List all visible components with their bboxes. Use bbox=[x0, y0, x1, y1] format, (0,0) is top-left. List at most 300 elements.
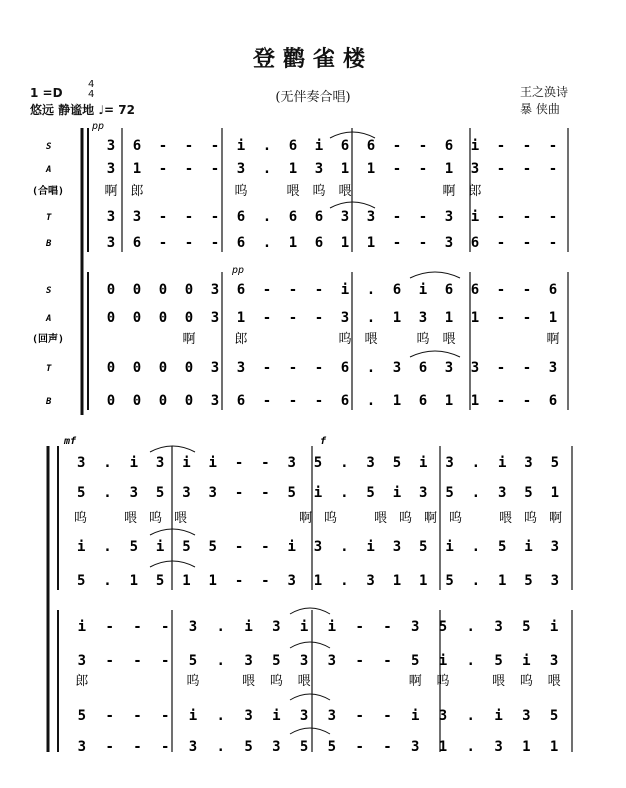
sustain-dash: - bbox=[210, 235, 220, 251]
note: 1 bbox=[438, 739, 448, 755]
sustain-dash: - bbox=[262, 310, 272, 326]
sustain-dash: - bbox=[496, 310, 506, 326]
note: . bbox=[466, 619, 475, 635]
note: 1 bbox=[470, 393, 480, 409]
note: 6 bbox=[340, 393, 350, 409]
note: 3 bbox=[129, 485, 139, 501]
note: 1 bbox=[522, 739, 531, 755]
note: 3 bbox=[494, 739, 503, 755]
note: 3 bbox=[76, 455, 86, 471]
lyric-syllable: 喂 bbox=[492, 674, 506, 689]
note: 1 bbox=[392, 393, 402, 409]
note: 3 bbox=[188, 619, 198, 635]
lyric-syllable: 啊 bbox=[104, 184, 118, 199]
sustain-dash: - bbox=[496, 360, 506, 376]
note: 1 bbox=[392, 573, 402, 589]
sustain-dash: - bbox=[210, 138, 220, 154]
lyric-syllable: 喂 bbox=[547, 674, 561, 689]
note: 5 bbox=[287, 485, 296, 501]
sustain-dash: - bbox=[234, 455, 244, 471]
sustain-dash: - bbox=[418, 235, 428, 251]
lyric-syllable: 郎 bbox=[468, 184, 482, 199]
lyric-syllable: 喂 bbox=[442, 332, 456, 347]
sustain-dash: - bbox=[261, 539, 270, 555]
note: 3 bbox=[208, 485, 217, 501]
note: 5 bbox=[313, 455, 323, 471]
lyric-syllable: 郎 bbox=[234, 332, 248, 347]
dynamic-f: f bbox=[320, 436, 327, 447]
note: . bbox=[103, 485, 112, 501]
sustain-dash: - bbox=[262, 360, 272, 376]
note: 5 bbox=[411, 653, 420, 669]
sustain-dash: - bbox=[288, 393, 298, 409]
sustain-dash: - bbox=[133, 619, 142, 635]
note: 5 bbox=[524, 485, 533, 501]
sustain-dash: - bbox=[314, 282, 324, 298]
sustain-dash: - bbox=[210, 161, 220, 177]
note: 3 bbox=[299, 708, 309, 724]
lyric-syllable: 喂 bbox=[173, 511, 188, 526]
note: i bbox=[522, 653, 531, 669]
note: i bbox=[244, 619, 253, 635]
note: 0 bbox=[106, 282, 116, 298]
note: 1 bbox=[340, 161, 350, 177]
note: 0 bbox=[132, 282, 142, 298]
meter-bottom: 4 bbox=[88, 89, 95, 100]
note: 3 bbox=[106, 209, 116, 225]
note: 6 bbox=[236, 209, 246, 225]
note: . bbox=[471, 573, 481, 589]
sustain-dash: - bbox=[548, 209, 558, 225]
lyric-syllable: 喂 bbox=[364, 332, 378, 347]
sustain-dash: - bbox=[355, 653, 364, 669]
note: 5 bbox=[419, 539, 428, 555]
note: 3 bbox=[418, 310, 428, 326]
sustain-dash: - bbox=[355, 708, 364, 724]
note: 3 bbox=[470, 161, 480, 177]
note: 6 bbox=[340, 138, 350, 154]
sustain-dash: - bbox=[496, 393, 506, 409]
voice-label: B bbox=[46, 239, 52, 249]
note: 5 bbox=[299, 739, 309, 755]
note: . bbox=[366, 310, 376, 326]
note: 1 bbox=[236, 310, 246, 326]
lyric-syllable: 呜 bbox=[523, 511, 538, 526]
sustain-dash: - bbox=[496, 282, 506, 298]
sustain-dash: - bbox=[158, 209, 168, 225]
note: . bbox=[466, 739, 475, 755]
note: 3 bbox=[236, 161, 246, 177]
note: i bbox=[272, 708, 281, 724]
note: 5 bbox=[445, 485, 454, 501]
note: . bbox=[262, 235, 272, 251]
dynamic-pp: pp bbox=[232, 265, 245, 276]
note: 3 bbox=[522, 708, 531, 724]
note: i bbox=[76, 539, 86, 555]
lyric-syllable: 呜 bbox=[148, 511, 163, 526]
lyric-syllable: 呜 bbox=[234, 184, 248, 199]
sustain-dash: - bbox=[184, 235, 194, 251]
note: 1 bbox=[182, 573, 191, 589]
sustain-dash: - bbox=[210, 209, 220, 225]
voice-label: T bbox=[46, 213, 52, 223]
lyric-syllable: 喂 bbox=[286, 184, 300, 199]
note: 1 bbox=[444, 161, 454, 177]
note: 0 bbox=[106, 393, 116, 409]
note: 3 bbox=[340, 209, 350, 225]
note: 1 bbox=[392, 310, 402, 326]
note: 6 bbox=[548, 282, 558, 298]
tie-arc bbox=[410, 351, 460, 357]
lyric-syllable: 呜 bbox=[398, 511, 413, 526]
sustain-dash: - bbox=[133, 739, 142, 755]
note: 5 bbox=[366, 485, 375, 501]
lyric-syllable: 啊 bbox=[546, 332, 560, 347]
note: 3 bbox=[327, 653, 337, 669]
note: i bbox=[411, 708, 420, 724]
lyric-syllable: 喂 bbox=[297, 674, 311, 689]
sustain-dash: - bbox=[184, 138, 194, 154]
note: 1 bbox=[548, 310, 558, 326]
note: i bbox=[287, 539, 296, 555]
sustain-dash: - bbox=[184, 209, 194, 225]
note: i bbox=[182, 455, 191, 471]
note: i bbox=[445, 539, 454, 555]
note: 5 bbox=[438, 619, 448, 635]
sustain-dash: - bbox=[314, 393, 324, 409]
note: 3 bbox=[366, 209, 376, 225]
note: 3 bbox=[549, 653, 559, 669]
sustain-dash: - bbox=[548, 138, 558, 154]
note: . bbox=[103, 573, 112, 589]
note: 1 bbox=[470, 310, 480, 326]
note: . bbox=[466, 708, 475, 724]
note: . bbox=[216, 739, 225, 755]
note: 1 bbox=[366, 235, 376, 251]
note: 3 bbox=[287, 573, 296, 589]
note: i bbox=[327, 619, 337, 635]
note: i bbox=[340, 282, 350, 298]
note: 1 bbox=[444, 393, 454, 409]
song-title: 登鹳雀楼 bbox=[252, 46, 373, 72]
note: 3 bbox=[182, 485, 191, 501]
note: 0 bbox=[184, 282, 194, 298]
note: . bbox=[103, 455, 112, 471]
lyric-syllable: 啊 bbox=[442, 184, 456, 199]
sustain-dash: - bbox=[133, 653, 142, 669]
note: 0 bbox=[184, 393, 194, 409]
tie-arc bbox=[290, 642, 330, 648]
sustain-dash: - bbox=[261, 455, 270, 471]
note: 3 bbox=[444, 235, 454, 251]
note: . bbox=[340, 573, 349, 589]
note: 1 bbox=[550, 485, 560, 501]
note: 6 bbox=[288, 138, 298, 154]
note: . bbox=[366, 360, 376, 376]
tie-arc bbox=[290, 694, 330, 700]
lyric-syllable: 郎 bbox=[75, 674, 89, 689]
note: 0 bbox=[132, 310, 142, 326]
note: 3 bbox=[340, 310, 350, 326]
note: 5 bbox=[494, 653, 503, 669]
note: 3 bbox=[77, 653, 87, 669]
note: 6 bbox=[392, 282, 402, 298]
note: 3 bbox=[411, 619, 420, 635]
lyric-syllable: 呜 bbox=[448, 511, 463, 526]
sustain-dash: - bbox=[496, 235, 506, 251]
key-signature: 1 =D bbox=[30, 86, 63, 100]
note: 5 bbox=[155, 485, 165, 501]
note: i bbox=[129, 455, 139, 471]
lyric-syllable: 啊 bbox=[408, 674, 422, 689]
note: 3 bbox=[392, 539, 402, 555]
sustain-dash: - bbox=[133, 708, 142, 724]
note: 1 bbox=[340, 235, 350, 251]
note: . bbox=[103, 539, 112, 555]
sustain-dash: - bbox=[355, 619, 364, 635]
lyric-syllable: 喂 bbox=[498, 511, 513, 526]
note: i bbox=[313, 485, 323, 501]
note: 5 bbox=[188, 653, 198, 669]
note: 0 bbox=[106, 360, 116, 376]
sustain-dash: - bbox=[522, 138, 532, 154]
note: 3 bbox=[494, 619, 503, 635]
note: 3 bbox=[497, 485, 507, 501]
note: i bbox=[77, 619, 87, 635]
sustain-dash: - bbox=[496, 209, 506, 225]
note: 3 bbox=[299, 653, 309, 669]
note: 3 bbox=[470, 360, 480, 376]
sustain-dash: - bbox=[383, 739, 392, 755]
note: 1 bbox=[419, 573, 428, 589]
sustain-dash: - bbox=[234, 573, 244, 589]
sustain-dash: - bbox=[418, 209, 428, 225]
note: 1 bbox=[497, 573, 507, 589]
note: . bbox=[216, 708, 225, 724]
voice-label: A bbox=[46, 314, 52, 324]
note: 6 bbox=[132, 235, 142, 251]
note: 3 bbox=[444, 209, 454, 225]
sustain-dash: - bbox=[105, 739, 114, 755]
note: i bbox=[314, 138, 324, 154]
note: . bbox=[471, 485, 481, 501]
sustain-dash: - bbox=[355, 739, 364, 755]
composer-credit: 暴 侠曲 bbox=[520, 102, 560, 116]
sustain-dash: - bbox=[392, 235, 402, 251]
dynamic-mf: mf bbox=[64, 436, 77, 447]
sustain-dash: - bbox=[496, 161, 506, 177]
sustain-dash: - bbox=[288, 282, 298, 298]
note: 6 bbox=[288, 209, 298, 225]
lyric-syllable: 呜 bbox=[323, 511, 338, 526]
note: 6 bbox=[236, 235, 246, 251]
note: 1 bbox=[288, 161, 298, 177]
note: i bbox=[366, 539, 375, 555]
note: 5 bbox=[182, 539, 191, 555]
sustain-dash: - bbox=[288, 310, 298, 326]
voice-group-label: (合唱) bbox=[32, 186, 65, 197]
note: 0 bbox=[184, 310, 194, 326]
note: 3 bbox=[411, 739, 420, 755]
sustain-dash: - bbox=[392, 209, 402, 225]
sustain-dash: - bbox=[261, 485, 270, 501]
lyric-syllable: 呜 bbox=[186, 674, 200, 689]
note: i bbox=[524, 539, 533, 555]
tempo-label: 悠远 静谧地 bbox=[30, 103, 95, 117]
voice-group-label: (回声) bbox=[32, 334, 65, 345]
lyricist-credit: 王之涣诗 bbox=[520, 85, 569, 99]
sustain-dash: - bbox=[548, 161, 558, 177]
sustain-dash: - bbox=[522, 310, 532, 326]
note: i bbox=[155, 539, 165, 555]
note: . bbox=[471, 455, 481, 471]
note: 6 bbox=[132, 138, 142, 154]
lyric-syllable: 呜 bbox=[436, 674, 450, 689]
note: 0 bbox=[106, 310, 116, 326]
voice-label: S bbox=[46, 142, 52, 152]
sustain-dash: - bbox=[383, 708, 392, 724]
sustain-dash: - bbox=[184, 161, 194, 177]
note: 3 bbox=[438, 708, 448, 724]
note: 0 bbox=[132, 360, 142, 376]
note: . bbox=[366, 282, 376, 298]
note: . bbox=[262, 138, 272, 154]
note: 3 bbox=[106, 161, 116, 177]
note: 6 bbox=[340, 360, 350, 376]
sustain-dash: - bbox=[392, 138, 402, 154]
note: . bbox=[340, 485, 349, 501]
note: i bbox=[188, 708, 198, 724]
sustain-dash: - bbox=[418, 138, 428, 154]
sustain-dash: - bbox=[496, 138, 506, 154]
note: 3 bbox=[236, 360, 246, 376]
sustain-dash: - bbox=[288, 360, 298, 376]
sustain-dash: - bbox=[161, 708, 170, 724]
sustain-dash: - bbox=[522, 282, 532, 298]
note: i bbox=[470, 209, 480, 225]
note: 0 bbox=[158, 282, 168, 298]
sustain-dash: - bbox=[522, 393, 532, 409]
sustain-dash: - bbox=[314, 360, 324, 376]
note: 3 bbox=[419, 485, 428, 501]
note: 3 bbox=[210, 282, 220, 298]
sustain-dash: - bbox=[158, 138, 168, 154]
note: 5 bbox=[497, 539, 507, 555]
dynamic-pp: pp bbox=[92, 121, 105, 132]
sustain-dash: - bbox=[522, 209, 532, 225]
sustain-dash: - bbox=[158, 161, 168, 177]
note: 3 bbox=[106, 235, 116, 251]
note: 0 bbox=[132, 393, 142, 409]
sustain-dash: - bbox=[234, 539, 244, 555]
sustain-dash: - bbox=[262, 393, 272, 409]
note: i bbox=[208, 455, 217, 471]
note: 5 bbox=[392, 455, 402, 471]
note: i bbox=[236, 138, 246, 154]
note: . bbox=[471, 539, 481, 555]
sustain-dash: - bbox=[522, 161, 532, 177]
lyric-syllable: 呜 bbox=[338, 332, 352, 347]
note: 1 bbox=[208, 573, 217, 589]
note: 5 bbox=[155, 573, 165, 589]
sustain-dash: - bbox=[234, 485, 244, 501]
voice-label: S bbox=[46, 286, 52, 296]
lyric-syllable: 喂 bbox=[242, 674, 256, 689]
sustain-dash: - bbox=[383, 653, 392, 669]
note: i bbox=[418, 282, 428, 298]
lyric-syllable: 啊 bbox=[548, 511, 563, 526]
note: 3 bbox=[366, 455, 375, 471]
note: 6 bbox=[418, 393, 428, 409]
note: 3 bbox=[548, 360, 558, 376]
sustain-dash: - bbox=[314, 310, 324, 326]
tie-arc bbox=[290, 608, 330, 614]
lyric-syllable: 呜 bbox=[312, 184, 326, 199]
note: 6 bbox=[470, 282, 480, 298]
note: 3 bbox=[550, 573, 560, 589]
note: 3 bbox=[327, 708, 337, 724]
note: 1 bbox=[313, 573, 323, 589]
note: i bbox=[470, 138, 480, 154]
note: 5 bbox=[208, 539, 217, 555]
note: 5 bbox=[549, 708, 559, 724]
sustain-dash: - bbox=[383, 619, 392, 635]
note: 6 bbox=[470, 235, 480, 251]
note: 6 bbox=[314, 209, 324, 225]
note: . bbox=[262, 161, 272, 177]
note: 0 bbox=[158, 310, 168, 326]
sustain-dash: - bbox=[105, 653, 114, 669]
sustain-dash: - bbox=[522, 235, 532, 251]
note: 3 bbox=[313, 539, 323, 555]
note: 1 bbox=[129, 573, 139, 589]
sustain-dash: - bbox=[262, 282, 272, 298]
note: 3 bbox=[210, 310, 220, 326]
lyric-syllable: 呜 bbox=[269, 674, 283, 689]
sustain-dash: - bbox=[392, 161, 402, 177]
lyric-syllable: 喂 bbox=[338, 184, 352, 199]
note: 3 bbox=[444, 360, 454, 376]
note: 3 bbox=[445, 455, 454, 471]
note: 3 bbox=[366, 573, 375, 589]
note: 3 bbox=[210, 360, 220, 376]
lyric-syllable: 喂 bbox=[123, 511, 138, 526]
note: 3 bbox=[272, 619, 281, 635]
note: 6 bbox=[236, 393, 246, 409]
note: 3 bbox=[550, 539, 560, 555]
note: 3 bbox=[244, 653, 253, 669]
note: 1 bbox=[549, 739, 559, 755]
note: 3 bbox=[287, 455, 296, 471]
note: 1 bbox=[288, 235, 298, 251]
lyric-syllable: 郎 bbox=[130, 184, 144, 199]
lyric-syllable: 喂 bbox=[373, 511, 388, 526]
tie-arc bbox=[410, 272, 460, 278]
note: 6 bbox=[548, 393, 558, 409]
note: . bbox=[366, 393, 376, 409]
note: 3 bbox=[155, 455, 165, 471]
note: i bbox=[438, 653, 448, 669]
note: 3 bbox=[188, 739, 198, 755]
note: 0 bbox=[184, 360, 194, 376]
note: 6 bbox=[418, 360, 428, 376]
note: . bbox=[262, 209, 272, 225]
note: i bbox=[497, 455, 507, 471]
note: i bbox=[419, 455, 428, 471]
lyric-syllable: 呜 bbox=[73, 511, 88, 526]
note: 5 bbox=[327, 739, 337, 755]
note: 3 bbox=[392, 360, 402, 376]
